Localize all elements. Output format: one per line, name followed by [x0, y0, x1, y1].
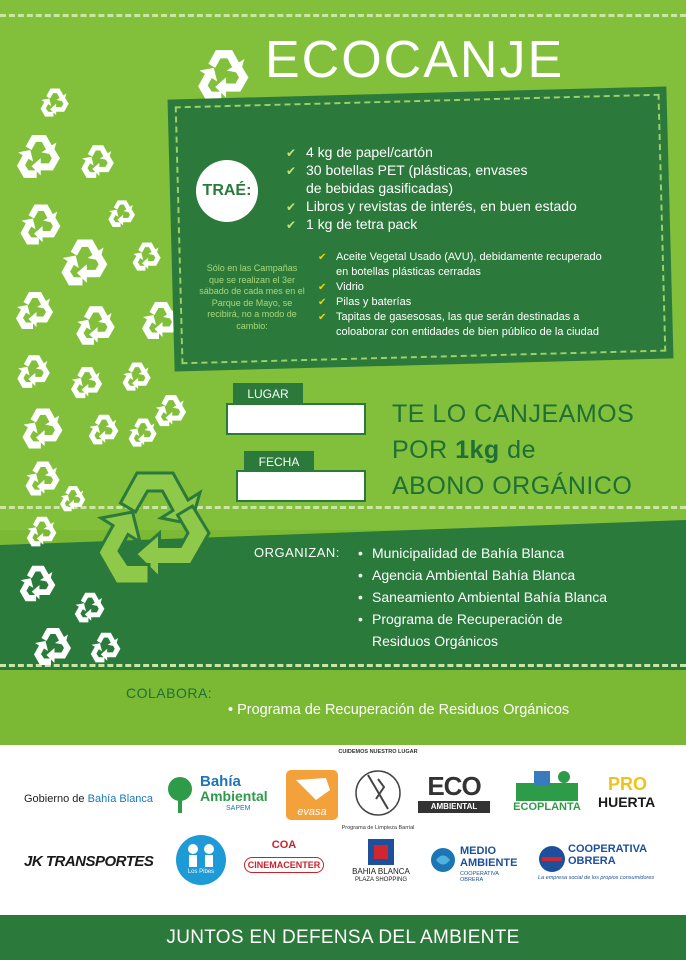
- list-item: en botellas plásticas cerradas: [336, 266, 481, 278]
- recycle-icon: [10, 128, 68, 186]
- sponsors-area: [0, 745, 686, 915]
- recycle-icon: [86, 628, 126, 668]
- colabora-item: • Programa de Recuperación de Residuos Orgánicos: [228, 702, 570, 718]
- logo-jk-transportes: JK TRANSPORTES: [24, 853, 154, 870]
- colabora-label: COLABORA:: [126, 685, 213, 701]
- list-item: ✔ Tapitas de gasesosas, las que serán destinadas a: [318, 311, 580, 323]
- list-item: • Programa de Recuperación de Residuos Orgánicos: [358, 608, 607, 652]
- logo-ecoplanta: ECOPLANTA: [512, 767, 582, 817]
- globe-icon: [430, 847, 456, 873]
- logo-bahia-blanca-plaza-shopping: BAHIA BLANCA PLAZA SHOPPING: [346, 837, 416, 893]
- plant-building-icon: [512, 767, 582, 803]
- lugar-label: LUGAR: [233, 383, 303, 405]
- check-icon: ✔: [318, 312, 327, 323]
- shopping-logo-icon: [346, 837, 416, 867]
- list-item: ✔ Vidrio: [318, 281, 364, 293]
- check-icon: ✔: [286, 218, 297, 232]
- recycle-icon: [28, 622, 78, 672]
- recycle-icon: [66, 362, 108, 404]
- recycle-icon: [12, 350, 56, 394]
- logo-cuidemos-nuestro-lugar: CUIDEMOS NUESTRO LUGAR Programa de Limpieza Barrial: [338, 749, 418, 831]
- divider-top: [0, 14, 686, 17]
- list-item: ✔ Pilas y baterías: [318, 296, 412, 308]
- check-icon: ✔: [318, 282, 327, 293]
- recycle-icon: [76, 140, 120, 184]
- headline-line1: TE LO CANJEAMOS: [392, 400, 635, 428]
- recycle-icon: [22, 512, 62, 552]
- recycle-icon: [136, 296, 186, 346]
- side-note: Sólo en las Campañas que se realizan el 3er sábado de cada mes en el Parque de Mayo, se recibirá, no a modo de cambio:: [199, 263, 305, 331]
- recycle-icon: [104, 196, 140, 232]
- footer-slogan: JUNTOS EN DEFENSA DEL AMBIENTE: [0, 915, 686, 960]
- list-item: ✔ Aceite Vegetal Usado (AVU), debidamente recuperado: [318, 251, 602, 263]
- logo-cooperativa-obrera: COOPERATIVA OBRERA La empresa social de los propios consumidores: [538, 843, 655, 881]
- organizers-list: [358, 542, 607, 652]
- logo-medio-ambiente: MEDIO AMBIENTE COOPERATIVA OBRERA: [430, 845, 520, 885]
- recycle-icon: [54, 232, 116, 294]
- list-item: • Agencia Ambiental Bahía Blanca: [358, 564, 607, 586]
- check-icon: ✔: [286, 200, 297, 214]
- items-main-list: [286, 143, 586, 233]
- recycle-icon: [124, 414, 162, 452]
- recycle-icon: [36, 84, 74, 122]
- big-recycle-icon: [80, 455, 230, 595]
- logo-evasa: evasa: [286, 770, 338, 820]
- recycle-icon: [84, 410, 124, 450]
- items-extra-list: [318, 250, 638, 340]
- organizan-label: ORGANIZAN:: [254, 545, 340, 560]
- list-item: coloaborar con entidades de bien público de la ciudad: [336, 326, 599, 338]
- list-item: • Saneamiento Ambiental Bahía Blanca: [358, 586, 607, 608]
- logo-los-pibes: Los Pibes: [176, 835, 226, 885]
- people-icon: [176, 835, 226, 871]
- recycle-icon: [70, 300, 122, 352]
- logo-bahia-ambiental: Bahía Ambiental SAPEM: [166, 775, 276, 820]
- check-icon: ✔: [286, 146, 297, 160]
- recycle-icon: [14, 560, 62, 608]
- logo-pro-huerta: PRO HUERTA: [598, 774, 656, 810]
- fecha-label: FECHA: [244, 451, 314, 473]
- shovel-icon: [286, 770, 338, 808]
- check-icon: ✔: [286, 164, 297, 178]
- headline-line2: POR 1kg de: [392, 436, 536, 464]
- lugar-field[interactable]: [226, 403, 366, 435]
- list-item: ✔ 30 botellas PET (plásticas, envases: [286, 162, 528, 178]
- check-icon: ✔: [318, 297, 327, 308]
- check-icon: ✔: [318, 252, 327, 263]
- recycle-icon: [190, 42, 258, 110]
- tree-icon: [166, 775, 196, 815]
- list-item: ✔ 4 kg de papel/cartón: [286, 144, 433, 160]
- recycle-icon: [128, 238, 166, 276]
- recycle-icon: [16, 402, 70, 456]
- logo-gobierno-bahia-blanca: Gobierno de Bahía Blanca: [24, 793, 154, 805]
- recycle-icon: [10, 286, 60, 336]
- headline-line3: ABONO ORGÁNICO: [392, 472, 633, 500]
- logo-cinemacenter: COA CINEMACENTER: [244, 839, 324, 885]
- broom-figure-icon: [348, 759, 408, 821]
- list-item: ✔ Libros y revistas de interés, en buen estado: [286, 198, 577, 214]
- fecha-field[interactable]: [236, 470, 366, 502]
- coop-globe-icon: [538, 845, 566, 873]
- list-item: de bebidas gasificadas): [306, 180, 454, 196]
- logo-eco-ambiental: ECO AMBIENTAL: [418, 773, 490, 817]
- headline: [392, 396, 634, 504]
- trae-badge: TRAÉ:: [196, 160, 258, 222]
- list-item: • Municipalidad de Bahía Blanca: [358, 542, 607, 564]
- list-item: ✔ 1 kg de tetra pack: [286, 216, 418, 232]
- page-title: ECOCANJE: [265, 31, 565, 89]
